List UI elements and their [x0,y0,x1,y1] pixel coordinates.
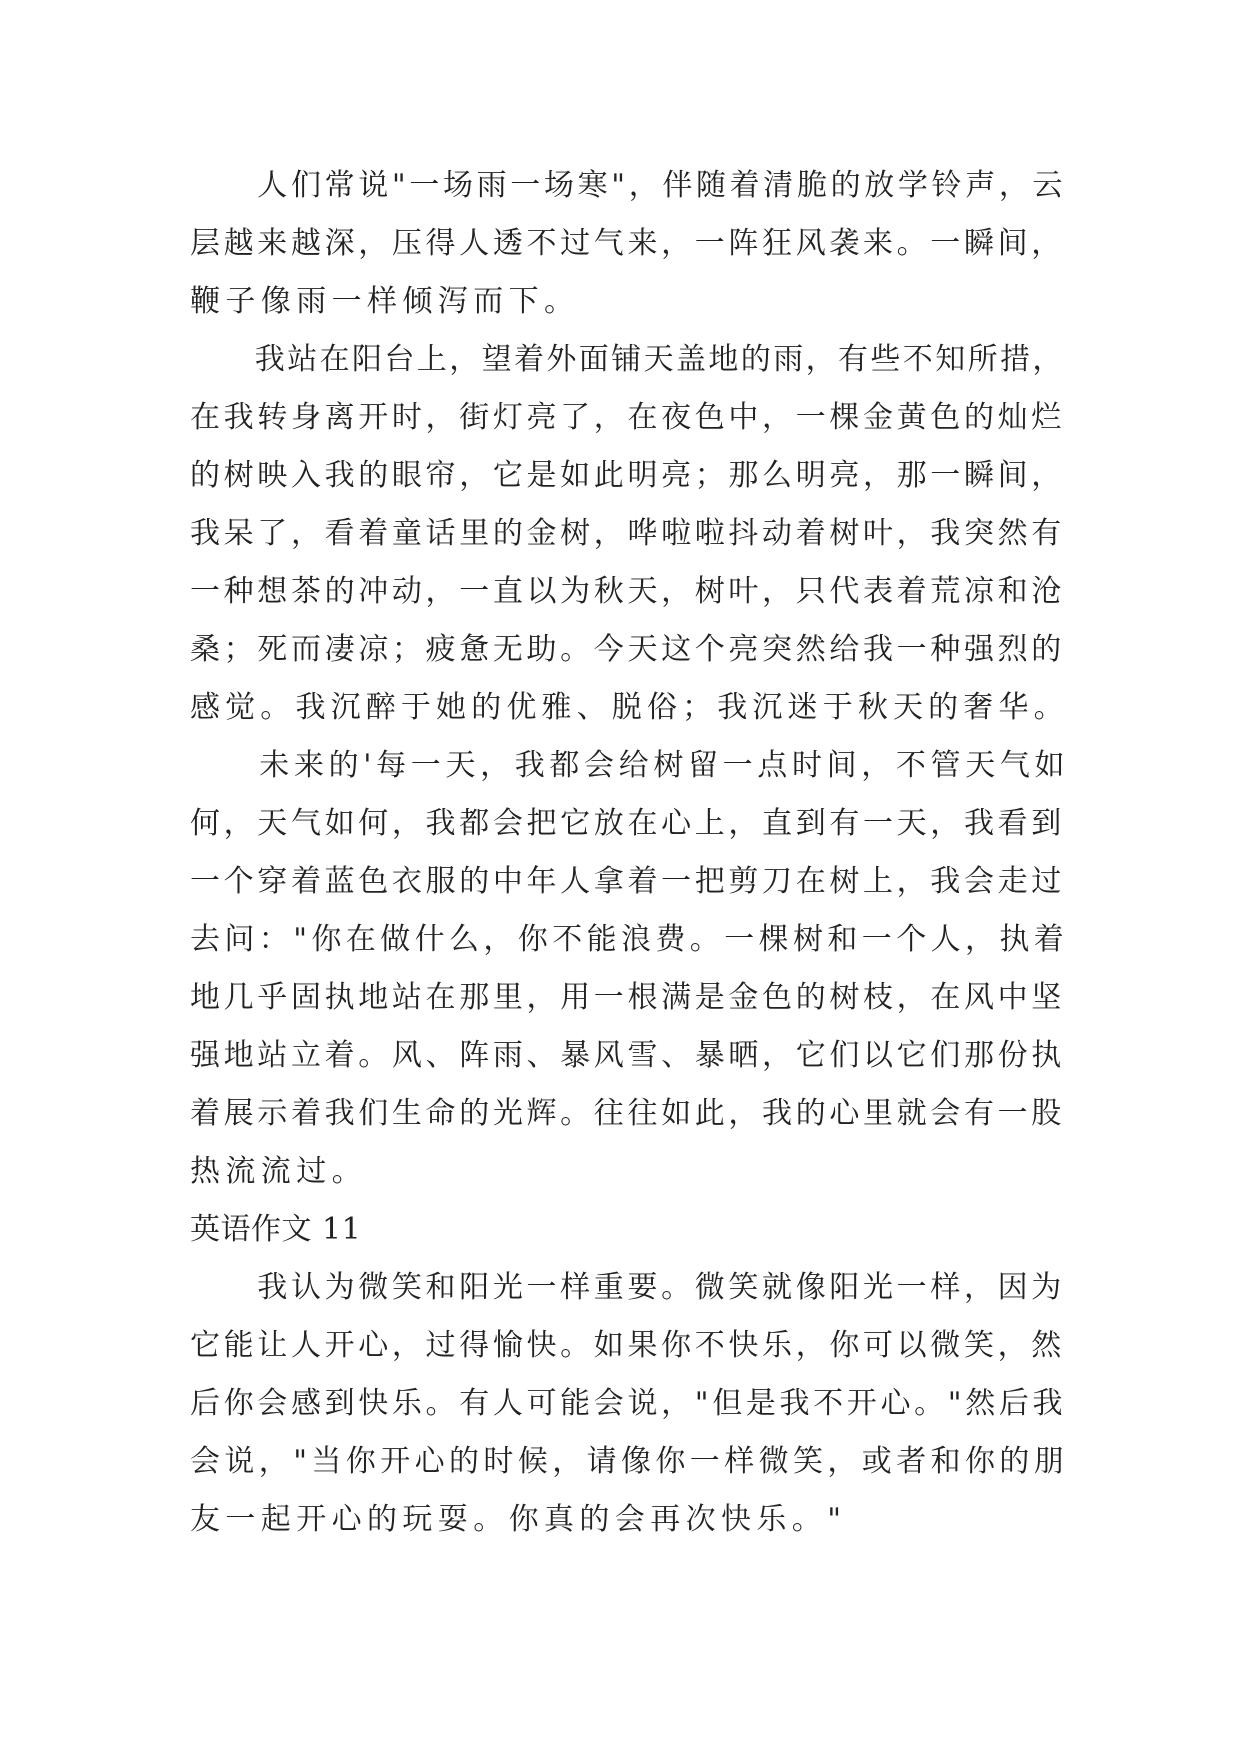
section-heading: 英语作文 11 [190,1212,362,1247]
text-line: 地几乎固执地站在那里，用一根满是金色的树枝，在风中坚 [190,980,1065,1015]
text-line: 桑；死而凄凉；疲惫无助。今天这个亮突然给我一种强烈的 [190,632,1065,667]
text-line: 它能让人开心，过得愉快。如果你不快乐，你可以微笑，然 [190,1328,1065,1363]
text-line: 强地站立着。风、阵雨、暴风雪、暴晒，它们以它们那份执 [190,1038,1065,1073]
text-line: 鞭子像雨一样倾泻而下。 [190,284,580,319]
text-line: 我认为微笑和阳光一样重要。微笑就像阳光一样，因为 [190,1270,1065,1305]
text-line: 人们常说"一场雨一场寒"，伴随着清脆的放学铃声，云 [190,168,1067,203]
text-line: 我呆了，看着童话里的金树，哗啦啦抖动着树叶，我突然有 [190,516,1065,551]
text-line: 的树映入我的眼帘，它是如此明亮；那么明亮，那一瞬间， [190,458,1065,493]
text-line: 未来的'每一天，我都会给树留一点时间，不管天气如 [190,748,1070,783]
text-line: 感觉。我沉醉于她的优雅、脱俗；我沉迷于秋天的奢华。 [190,690,1069,725]
essay-text [190,157,1070,1549]
text-line: 我站在阳台上，望着外面铺天盖地的雨，有些不知所措， [190,342,1065,377]
text-line: 后你会感到快乐。有人可能会说，"但是我不开心。"然后我 [190,1386,1067,1421]
text-line: 何，天气如何，我都会把它放在心上，直到有一天，我看到 [190,806,1065,841]
text-line: 去问："你在做什么，你不能浪费。一棵树和一个人，执着 [190,922,1069,957]
text-line: 一种想茶的冲动，一直以为秋天，树叶，只代表着荒凉和沧 [190,574,1065,609]
text-line: 层越来越深，压得人透不过气来，一阵狂风袭来。一瞬间， [190,226,1065,261]
text-line: 热流流过。 [190,1154,367,1189]
text-line: 友一起开心的玩耍。你真的会再次快乐。" [190,1502,847,1537]
text-line: 着展示着我们生命的光辉。往往如此，我的心里就会有一股 [190,1096,1065,1131]
text-line: 在我转身离开时，街灯亮了，在夜色中，一棵金黄色的灿烂 [190,400,1065,435]
text-line: 会说，"当你开心的时候，请像你一样微笑，或者和你的朋 [190,1444,1069,1479]
text-line: 一个穿着蓝色衣服的中年人拿着一把剪刀在树上，我会走过 [190,864,1065,899]
